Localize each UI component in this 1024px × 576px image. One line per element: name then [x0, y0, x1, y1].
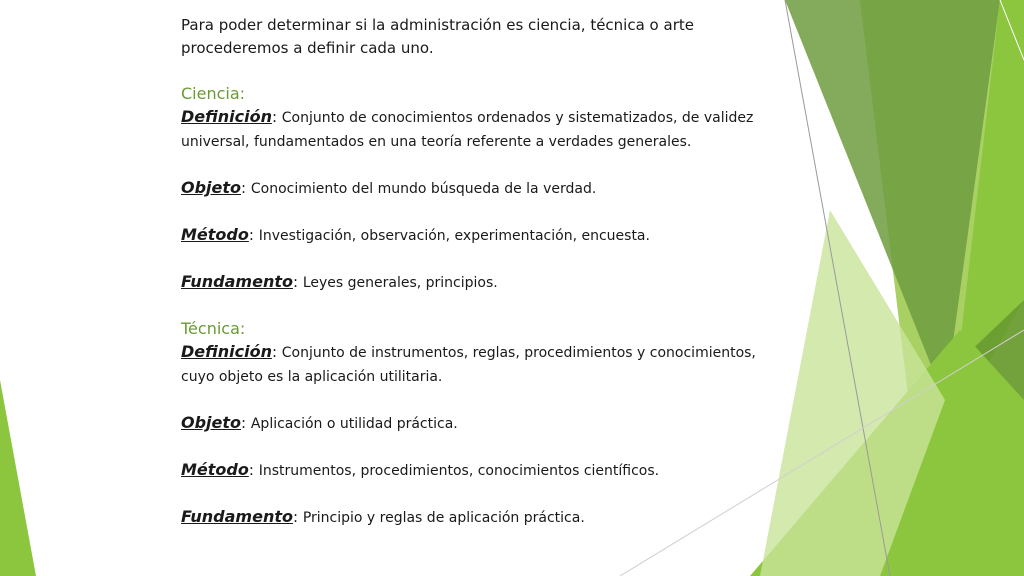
- ciencia-objeto-text: Conocimiento del mundo búsqueda de la verdad.: [250, 181, 597, 197]
- ciencia-fundamento: Fundamento: Leyes generales, principios.: [181, 272, 498, 291]
- tecnica-metodo-term: Método: [181, 460, 249, 479]
- ciencia-definicion-text: Conjunto de conocimientos ordenados y sistematizados, de validez universal, fundamentados en una teoría referente a verdades generales.: [181, 110, 754, 150]
- tecnica-definicion-term: Definición: [181, 342, 272, 361]
- tecnica-fundamento: Fundamento: Principio y reglas de aplicación práctica.: [181, 507, 585, 526]
- tecnica-metodo: Método: Instrumentos, procedimientos, conocimientos científicos.: [181, 460, 660, 479]
- ciencia-metodo-text: Investigación, observación, experimentación, encuesta.: [258, 228, 650, 244]
- ciencia-fundamento-term: Fundamento: [181, 272, 293, 291]
- tecnica-fundamento-text: Principio y reglas de aplicación práctica.: [302, 510, 585, 526]
- ciencia-metodo: Método: Investigación, observación, experimentación, encuesta.: [181, 225, 650, 244]
- tecnica-objeto-text: Aplicación o utilidad práctica.: [250, 416, 458, 432]
- ciencia-metodo-term: Método: [181, 225, 249, 244]
- ciencia-fundamento-text: Leyes generales, principios.: [302, 275, 498, 291]
- tecnica-metodo-text: Instrumentos, procedimientos, conocimientos científicos.: [258, 463, 660, 479]
- intro-text: Para poder determinar si la administración es ciencia, técnica o arte procederemos a definir cada uno.: [181, 16, 694, 57]
- tecnica-definicion-text: Conjunto de instrumentos, reglas, procedimientos y conocimientos, cuyo objeto es la aplicación utilitaria.: [181, 345, 756, 385]
- tecnica-objeto: Objeto: Aplicación o utilidad práctica.: [181, 413, 458, 432]
- slide-content: [181, 14, 781, 530]
- tecnica-definicion: Definición: Conjunto de instrumentos, reglas, procedimientos y conocimientos, cuyo objeto es la aplicación utilitaria.: [181, 342, 756, 385]
- ciencia-objeto-term: Objeto: [181, 178, 242, 197]
- ciencia-definicion-term: Definición: [181, 107, 272, 126]
- tecnica-fundamento-term: Fundamento: [181, 507, 293, 526]
- ciencia-heading: Ciencia:: [181, 84, 246, 103]
- left-green-shape: [0, 380, 36, 576]
- ciencia-definicion: Definición: Conjunto de conocimientos ordenados y sistematizados, de validez universal, fundamentados en una teoría referente a verdades generales.: [181, 107, 754, 150]
- tecnica-objeto-term: Objeto: [181, 413, 242, 432]
- ciencia-objeto: Objeto: Conocimiento del mundo búsqueda de la verdad.: [181, 178, 597, 197]
- tecnica-heading: Técnica:: [181, 319, 246, 338]
